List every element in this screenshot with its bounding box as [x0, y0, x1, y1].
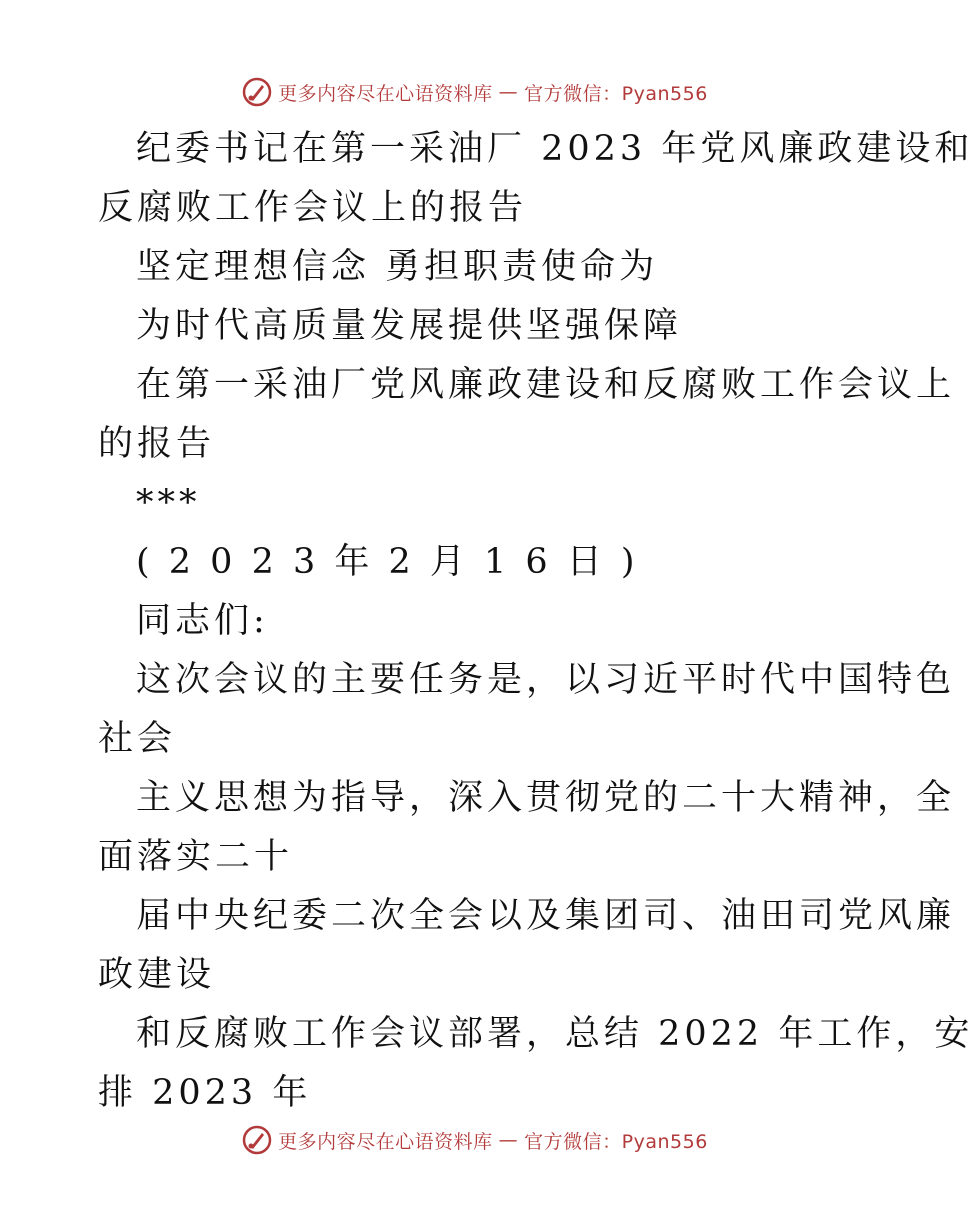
date-line: ( 2 0 2 3 年 2 月 1 6 日 ) — [136, 542, 639, 582]
subtitle-line-2: 为时代高质量发展提供坚强保障 — [136, 306, 683, 346]
footer-watermark-banner — [0, 1120, 950, 1160]
quill-logo-icon — [242, 77, 272, 107]
paragraph-line: 和反腐败工作会议部署，总结 2022 年工作，安 — [136, 1014, 973, 1054]
salutation-line: 同志们: — [136, 601, 269, 641]
paragraph-line: 这次会议的主要任务是，以习近平时代中国特色 — [136, 660, 956, 700]
title-line-2: 反腐败工作会议上的报告 — [98, 188, 528, 228]
title-line-1: 纪委书记在第一采油厂 2023 年党风廉政建设和 — [136, 129, 973, 169]
paragraph-line: 排 2023 年 — [98, 1073, 312, 1113]
paragraph-line: 社会 — [98, 719, 177, 759]
header-watermark-banner — [0, 72, 950, 112]
paragraph-line: 届中央纪委二次全会以及集团司、油田司党风廉 — [136, 896, 956, 936]
report-heading-line-1: 在第一采油厂党风廉政建设和反腐败工作会议上 — [136, 365, 956, 405]
quill-logo-icon — [242, 1125, 272, 1155]
banner-site-text: 更多内容尽在心语资料库 — [278, 1130, 493, 1153]
author-line: *** — [136, 483, 201, 523]
banner-site-text: 更多内容尽在心语资料库 — [278, 82, 493, 105]
banner-wechat-text: 官方微信：Pyan556 — [524, 82, 708, 105]
report-heading-line-2: 的报告 — [98, 424, 216, 464]
document-body — [98, 120, 973, 1123]
paragraph-line: 面落实二十 — [98, 837, 294, 877]
banner-wechat-text: 官方微信：Pyan556 — [524, 1130, 708, 1153]
subtitle-line-1: 坚定理想信念 勇担职责使命为 — [136, 247, 659, 287]
banner-separator: — — [498, 81, 519, 103]
banner-separator: — — [498, 1129, 519, 1151]
paragraph-line: 政建设 — [98, 955, 216, 995]
paragraph-line: 主义思想为指导，深入贯彻党的二十大精神，全 — [136, 778, 956, 818]
